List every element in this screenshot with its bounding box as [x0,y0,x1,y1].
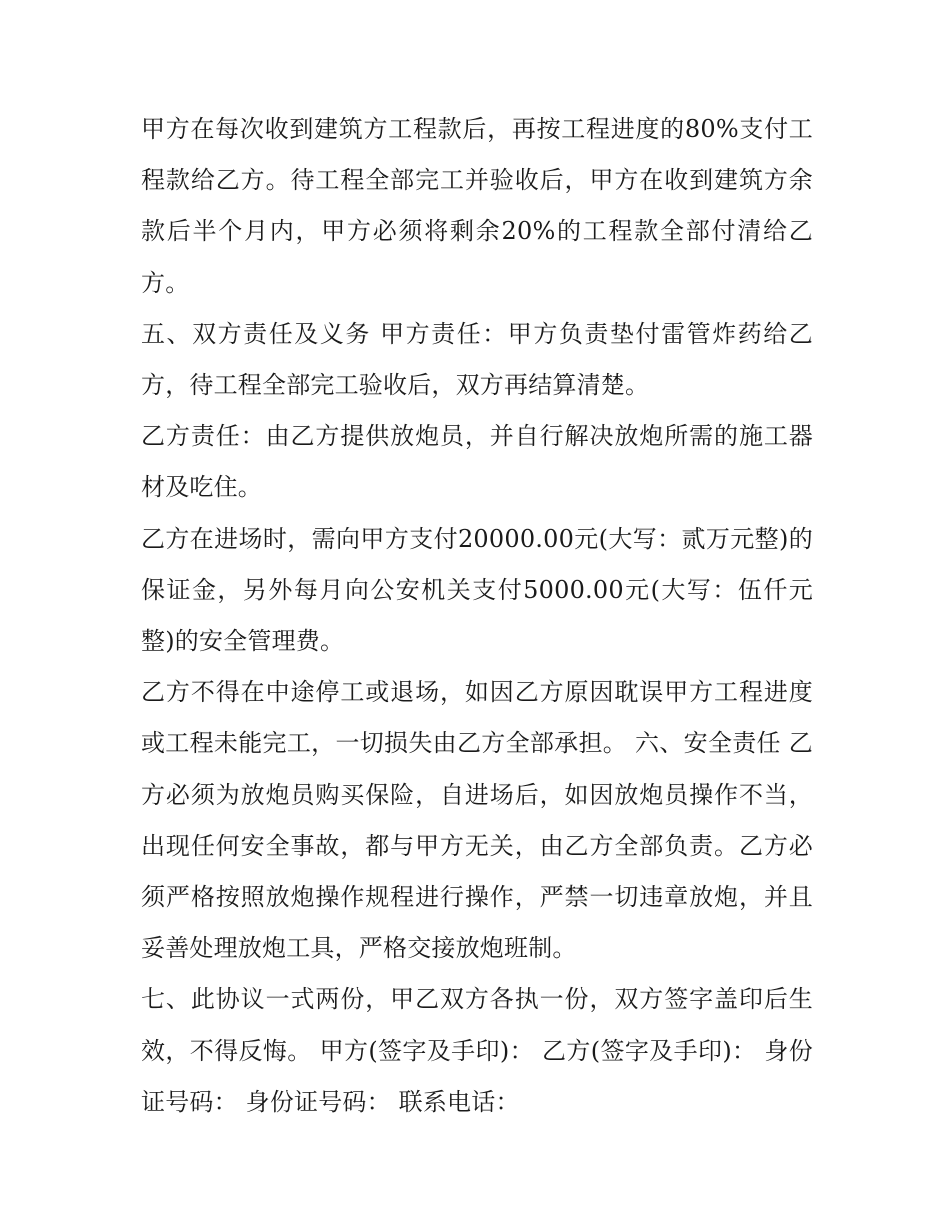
paragraph-deposit: 乙方在进场时，需向甲方支付20000.00元(大写：贰万元整)的保证金，另外每月向公安机关支付5000.00元(大写：伍仟元整)的安全管理费。 [141,524,813,656]
paragraph-party-a-duties: 五、双方责任及义务 甲方责任：甲方负责垫付雷管炸药给乙方，待工程全部完工验收后，双方再结算清楚。 [141,319,813,400]
document-body [141,104,813,1128]
paragraph-party-b-duties: 乙方责任：由乙方提供放炮员，并自行解决放炮所需的施工器材及吃住。 [141,422,813,502]
paragraph-payment-terms: 甲方在每次收到建筑方工程款后，再按工程进度的80%支付工程款给乙方。待工程全部完工并验收后，甲方在收到建筑方余款后半个月内，甲方必须将剩余20%的工程款全部付清给乙方。 [141,115,813,297]
paragraph-signatures: 七、此协议一式两份，甲乙双方各执一份，双方签字盖印后生效，不得反悔。 甲方(签字及手印)： 乙方(签字及手印)： 身份证号码： 身份证号码： 联系电话： [141,985,813,1116]
paragraph-safety-responsibility: 乙方不得在中途停工或退场，如因乙方原因耽误甲方工程进度或工程未能完工，一切损失由乙方全部承担。 六、安全责任 乙方必须为放炮员购买保险，自进场后，如因放炮员操作不当，出现任何安全事故，都与甲方无关，由乙方全部负责。乙方必须严格按照放炮操作规程进行操作，严禁一切违章放炮，并且妥善处理放炮工具，严格交接放炮班制。 [141,678,813,963]
